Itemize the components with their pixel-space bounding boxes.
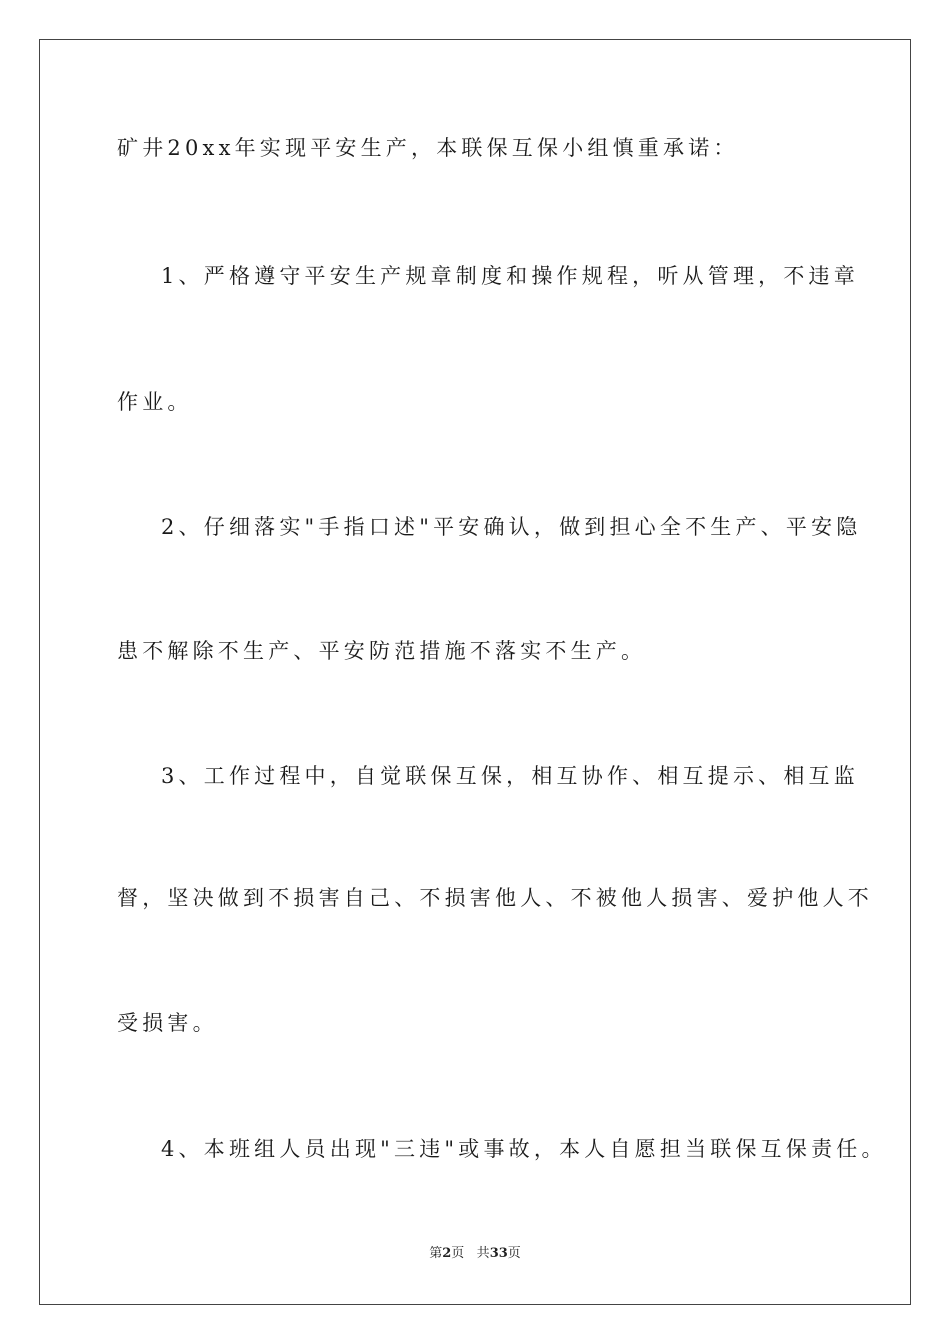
- text-line: 作业。: [117, 390, 193, 414]
- total-suffix: 页: [507, 1246, 521, 1261]
- page-footer: [0, 1245, 950, 1263]
- text-line: 4、本班组人员出现"三违"或事故，本人自愿担当联保互保责任。: [161, 1137, 887, 1161]
- page-suffix: 页: [451, 1246, 465, 1261]
- total-pages: 33: [489, 1246, 508, 1261]
- text-line: 矿井20xx年实现平安生产，本联保互保小组慎重承诺：: [117, 136, 739, 160]
- text-line: 1、严格遵守平安生产规章制度和操作规程，听从管理，不违章: [161, 264, 859, 288]
- text-line: 受损害。: [117, 1011, 218, 1035]
- text-line: 3、工作过程中，自觉联保互保，相互协作、相互提示、相互监: [161, 764, 859, 788]
- page-number: 2: [442, 1246, 452, 1261]
- page-border: [39, 39, 911, 1305]
- page-prefix: 第: [429, 1246, 443, 1261]
- text-line: 督，坚决做到不损害自己、不损害他人、不被他人损害、爱护他人不: [117, 886, 873, 910]
- text-line: 2、仔细落实"手指口述"平安确认，做到担心全不生产、平安隐: [161, 515, 862, 539]
- total-prefix: 共: [476, 1246, 490, 1261]
- text-line: 患不解除不生产、平安防范措施不落实不生产。: [117, 639, 647, 663]
